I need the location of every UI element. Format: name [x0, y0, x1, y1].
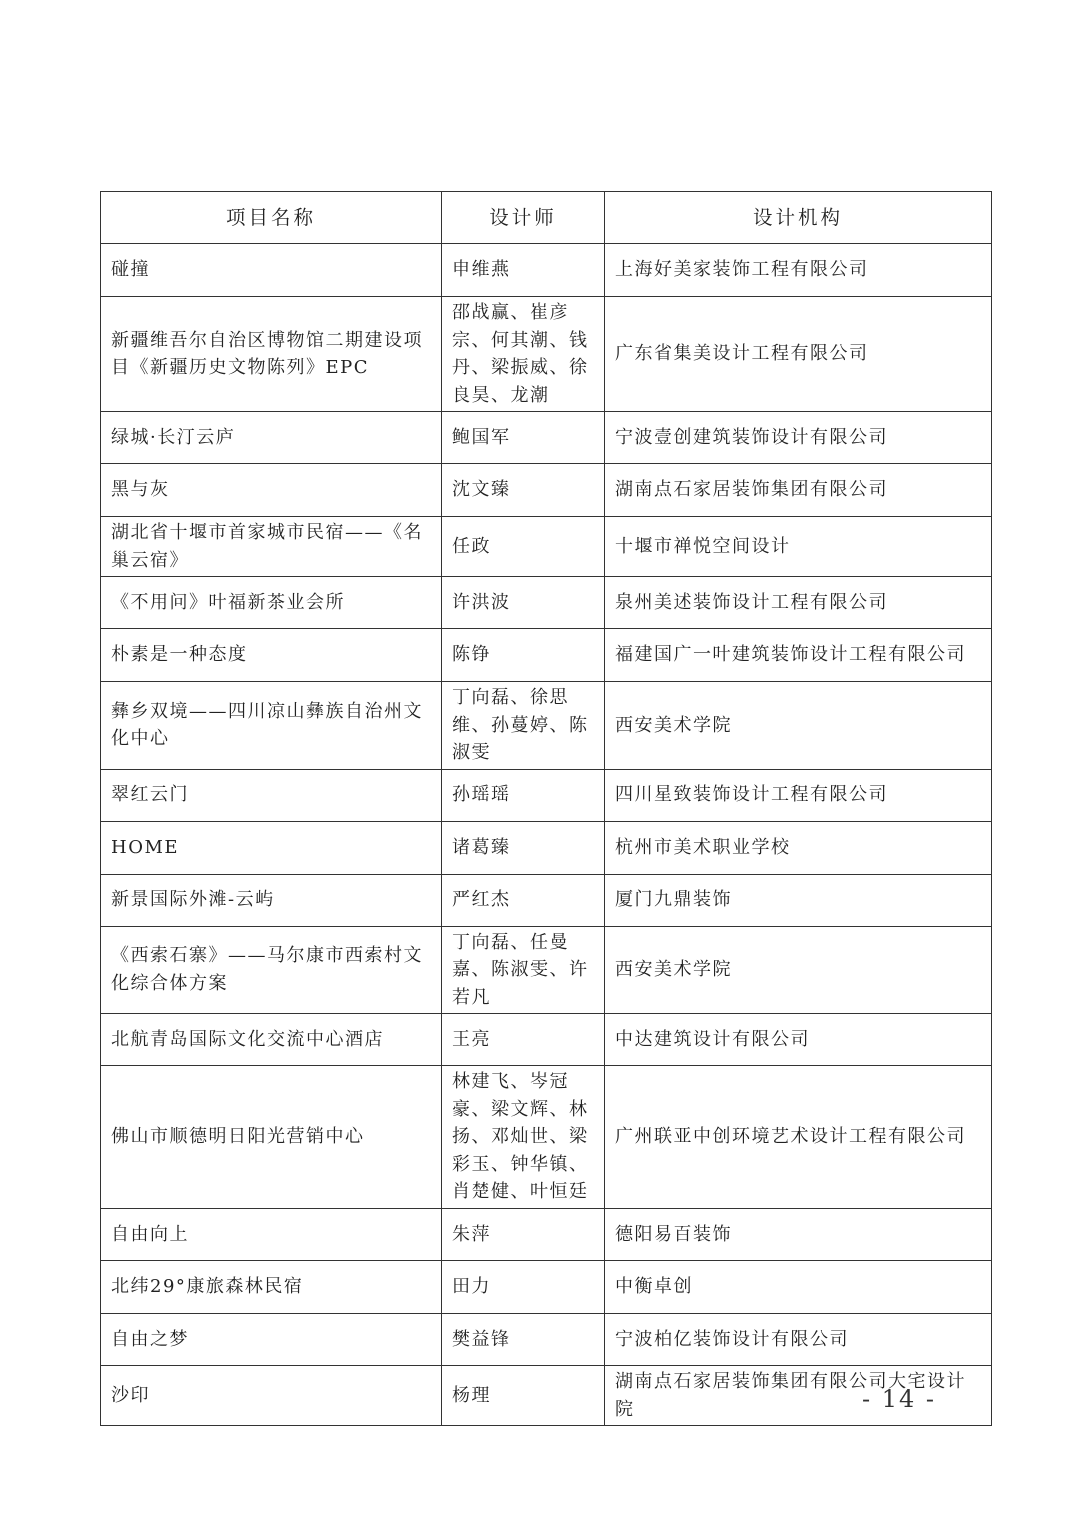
cell-organization: 泉州美述装饰设计工程有限公司 [605, 577, 992, 629]
table-row [101, 821, 992, 874]
cell-project: HOME [101, 821, 442, 874]
header-project-name: 项目名称 [101, 192, 442, 244]
cell-organization: 宁波壹创建筑装饰设计有限公司 [605, 412, 992, 464]
cell-organization: 四川星致装饰设计工程有限公司 [605, 769, 992, 821]
table-row [101, 244, 992, 297]
cell-designer: 许洪波 [442, 577, 605, 629]
table-row [101, 1261, 992, 1314]
cell-organization: 西安美术学院 [605, 682, 992, 770]
award-table [100, 191, 992, 1426]
table-row [101, 1066, 992, 1209]
table-header [101, 192, 992, 244]
cell-project: 黑与灰 [101, 464, 442, 517]
cell-designer: 申维燕 [442, 244, 605, 297]
cell-project: 自由之梦 [101, 1314, 442, 1366]
table-row [101, 464, 992, 517]
table-row [101, 412, 992, 464]
table-body [101, 244, 992, 1426]
cell-organization: 厦门九鼎装饰 [605, 874, 992, 926]
cell-designer: 丁向磊、徐思维、孙蔓婷、陈淑雯 [442, 682, 605, 770]
cell-organization: 中衡卓创 [605, 1261, 992, 1314]
table-row [101, 517, 992, 577]
cell-designer: 任政 [442, 517, 605, 577]
cell-organization: 广东省集美设计工程有限公司 [605, 297, 992, 412]
header-organization: 设计机构 [605, 192, 992, 244]
cell-project: 朴素是一种态度 [101, 629, 442, 682]
cell-designer: 邵战赢、崔彦宗、何其潮、钱丹、梁振威、徐良昊、龙潮 [442, 297, 605, 412]
cell-project: 新疆维吾尔自治区博物馆二期建设项目《新疆历史文物陈列》EPC [101, 297, 442, 412]
cell-organization: 德阳易百装饰 [605, 1209, 992, 1261]
cell-project: 湖北省十堰市首家城市民宿——《名巢云宿》 [101, 517, 442, 577]
cell-designer: 鲍国军 [442, 412, 605, 464]
cell-organization: 宁波柏亿装饰设计有限公司 [605, 1314, 992, 1366]
cell-designer: 杨理 [442, 1366, 605, 1426]
table-row [101, 682, 992, 770]
cell-organization: 上海好美家装饰工程有限公司 [605, 244, 992, 297]
cell-organization: 湖南点石家居装饰集团有限公司大宅设计院 [605, 1366, 992, 1426]
cell-project: 翠红云门 [101, 769, 442, 821]
cell-project: 新景国际外滩-云屿 [101, 874, 442, 926]
cell-project: 佛山市顺德明日阳光营销中心 [101, 1066, 442, 1209]
table-row [101, 297, 992, 412]
cell-project: 《不用问》叶福新茶业会所 [101, 577, 442, 629]
cell-project: 绿城·长汀云庐 [101, 412, 442, 464]
cell-designer: 王亮 [442, 1014, 605, 1066]
cell-designer: 诸葛臻 [442, 821, 605, 874]
cell-organization: 福建国广一叶建筑装饰设计工程有限公司 [605, 629, 992, 682]
cell-project: 北纬29°康旅森林民宿 [101, 1261, 442, 1314]
cell-organization: 杭州市美术职业学校 [605, 821, 992, 874]
cell-project: 自由向上 [101, 1209, 442, 1261]
table-row [101, 926, 992, 1014]
cell-designer: 田力 [442, 1261, 605, 1314]
table-row [101, 769, 992, 821]
table-row [101, 1014, 992, 1066]
table-row [101, 577, 992, 629]
cell-designer: 丁向磊、任曼嘉、陈淑雯、许若凡 [442, 926, 605, 1014]
cell-organization: 广州联亚中创环境艺术设计工程有限公司 [605, 1066, 992, 1209]
cell-project: 沙印 [101, 1366, 442, 1426]
cell-project: 碰撞 [101, 244, 442, 297]
cell-designer: 朱萍 [442, 1209, 605, 1261]
cell-organization: 湖南点石家居装饰集团有限公司 [605, 464, 992, 517]
table-row [101, 1314, 992, 1366]
cell-designer: 樊益锋 [442, 1314, 605, 1366]
cell-project: 彝乡双境——四川凉山彝族自治州文化中心 [101, 682, 442, 770]
table-row [101, 1366, 992, 1426]
cell-designer: 陈铮 [442, 629, 605, 682]
cell-organization: 十堰市禅悦空间设计 [605, 517, 992, 577]
header-row [101, 192, 992, 244]
cell-project: 《西索石寨》——马尔康市西索村文化综合体方案 [101, 926, 442, 1014]
cell-designer: 孙瑶瑶 [442, 769, 605, 821]
table-row [101, 629, 992, 682]
cell-designer: 林建飞、岑冠豪、梁文辉、林扬、邓灿世、梁彩玉、钟华镇、肖楚健、叶恒廷 [442, 1066, 605, 1209]
cell-designer: 严红杰 [442, 874, 605, 926]
cell-organization: 西安美术学院 [605, 926, 992, 1014]
table-row [101, 874, 992, 926]
cell-organization: 中达建筑设计有限公司 [605, 1014, 992, 1066]
cell-designer: 沈文臻 [442, 464, 605, 517]
page-number: - 14 - [862, 1385, 937, 1413]
cell-project: 北航青岛国际文化交流中心酒店 [101, 1014, 442, 1066]
header-designer: 设计师 [442, 192, 605, 244]
table-row [101, 1209, 992, 1261]
